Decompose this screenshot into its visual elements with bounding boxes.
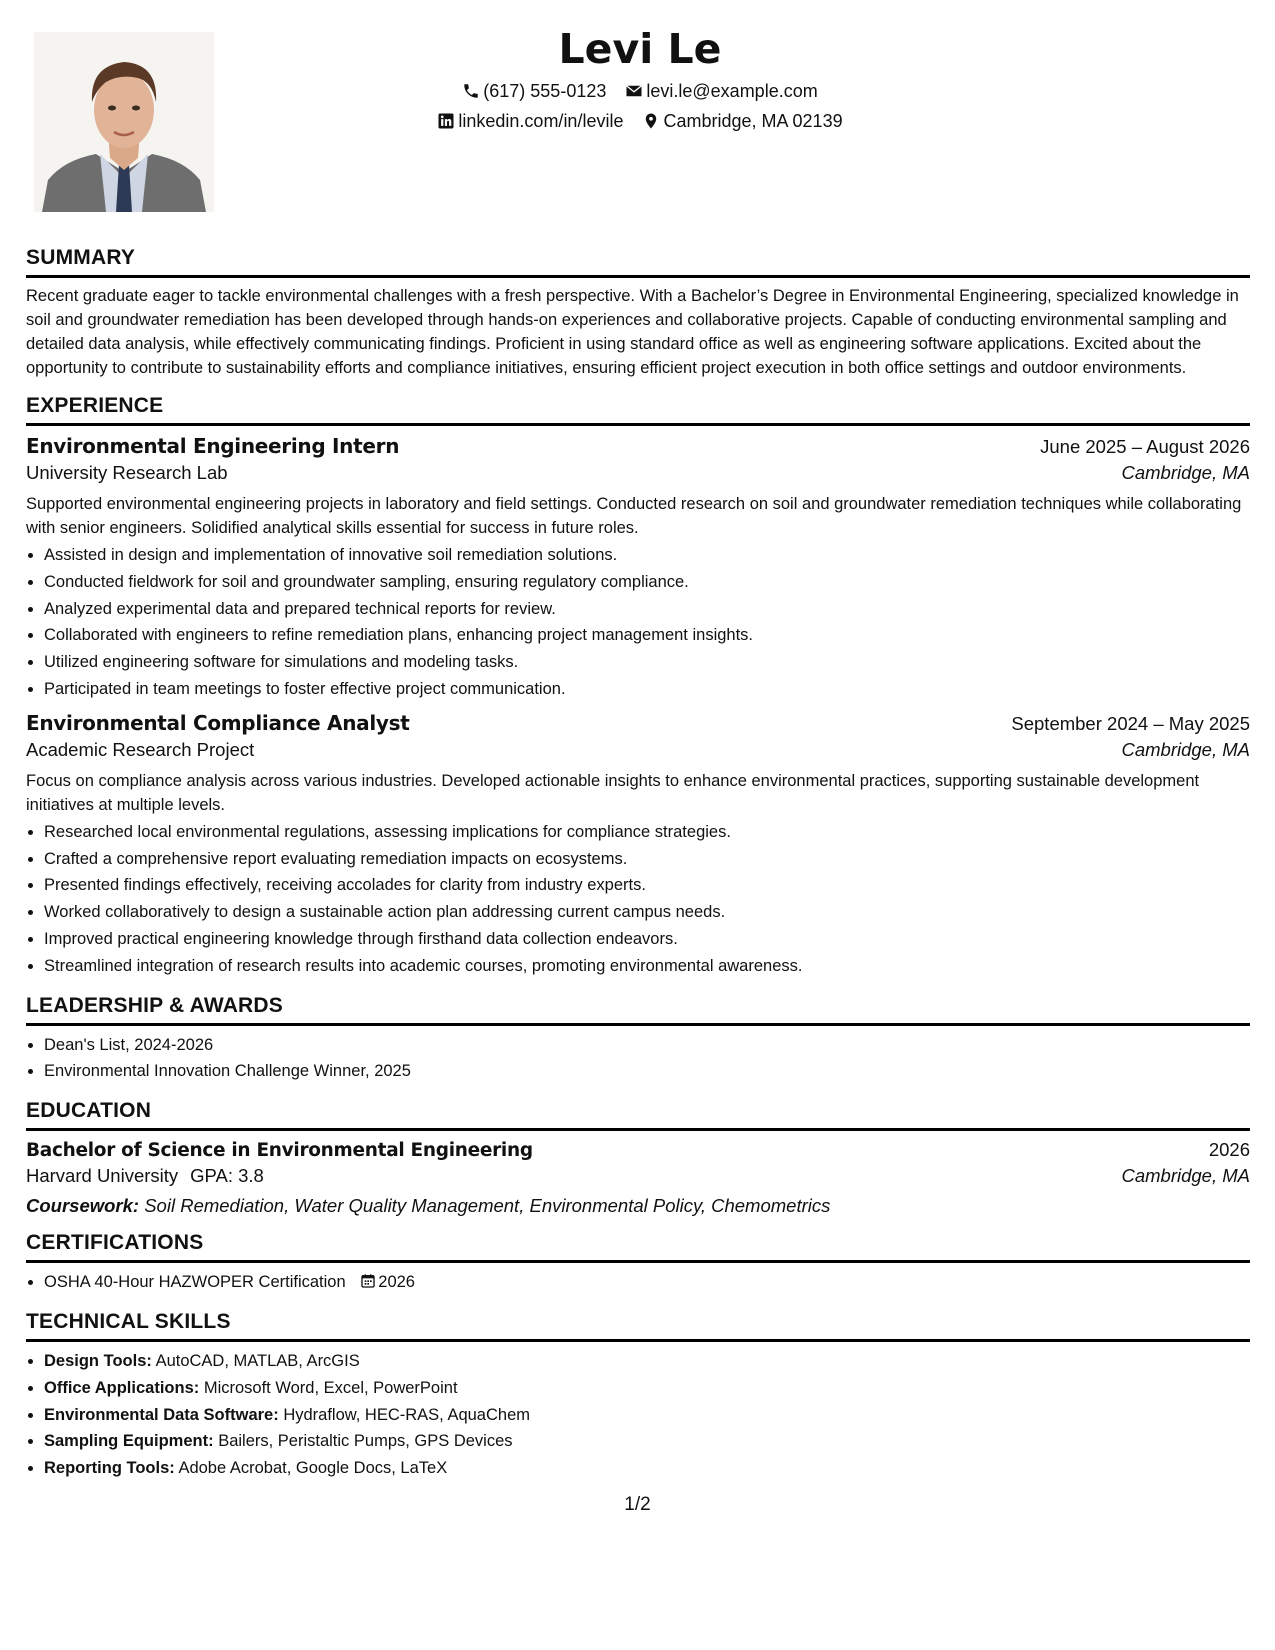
job-description: Supported environmental engineering projects in laboratory and field settings. Conducted research on soil and groundwater remediation techniques while collaborating with senior engineers. Solidified analytical skills essential for success in future roles. — [26, 495, 1242, 537]
section-title: EXPERIENCE — [26, 394, 1250, 426]
skill-value: Adobe Acrobat, Google Docs, LaTeX — [178, 1459, 448, 1478]
graduation-year: 2026 — [1208, 1139, 1250, 1161]
candidate-name: Levi Le — [558, 25, 722, 73]
list-item: • Improved practical engineering knowledge through firsthand data collection endeavors. — [44, 926, 1250, 953]
job-dates: June 2025 – August 2026 — [1040, 436, 1250, 457]
email-item — [625, 78, 817, 104]
phone-text: (617) 555-0123 — [483, 81, 607, 101]
job-entry — [26, 434, 1250, 703]
job-subheader — [26, 462, 1250, 484]
coursework-label: Coursework: — [26, 1195, 140, 1217]
phone-item — [462, 78, 606, 104]
job-title: Environmental Compliance Analyst — [26, 710, 410, 735]
skill-label: Reporting Tools: — [44, 1459, 175, 1478]
skill-label: Design Tools: — [44, 1351, 152, 1370]
skill-value: Bailers, Peristaltic Pumps, GPS Devices — [218, 1432, 513, 1451]
section-title: TECHNICAL SKILLS — [26, 1310, 1250, 1342]
contact-row-1 — [230, 78, 1050, 104]
education-subheader — [26, 1165, 1250, 1187]
calendar-icon — [350, 1273, 378, 1291]
list-item: • Researched local environmental regulations, assessing implications for compliance strategies. — [44, 819, 1250, 846]
list-item: • Environmental Innovation Challenge Winner, 2025 — [44, 1058, 1250, 1085]
job-bullets — [26, 819, 1250, 980]
school-location: Cambridge, MA — [1121, 1165, 1250, 1187]
education-header — [26, 1139, 1250, 1161]
resume-header — [230, 24, 1050, 134]
list-item — [44, 1269, 1250, 1296]
job-location: Cambridge, MA — [1121, 738, 1250, 760]
section-title: LEADERSHIP & AWARDS — [26, 994, 1250, 1026]
resume-body — [26, 246, 1250, 1496]
leadership-section — [26, 994, 1250, 1086]
job-header — [26, 434, 1250, 458]
list-item: • Crafted a comprehensive report evaluating remediation impacts on ecosystems. — [44, 846, 1250, 873]
job-entry — [26, 711, 1250, 980]
list-item — [44, 1348, 1250, 1375]
skill-label: Environmental Data Software: — [44, 1405, 279, 1424]
skills-list — [26, 1348, 1250, 1482]
skill-label: Office Applications: — [44, 1378, 200, 1397]
skill-value: Microsoft Word, Excel, PowerPoint — [203, 1378, 458, 1397]
list-item: • Analyzed experimental data and prepared technical reports for review. — [44, 596, 1250, 623]
list-item: • Presented findings effectively, receiving accolades for clarity from industry experts. — [44, 872, 1250, 899]
job-bullets — [26, 542, 1250, 703]
list-item: • Assisted in design and implementation of innovative soil remediation solutions. — [44, 542, 1250, 569]
list-item — [44, 1428, 1250, 1455]
linkedin-icon — [437, 112, 455, 130]
skills-section — [26, 1310, 1250, 1482]
degree-title: Bachelor of Science in Environmental Engineering — [26, 1140, 533, 1162]
list-item: • Collaborated with engineers to refine remediation plans, enhancing project management insights. — [44, 622, 1250, 649]
skill-value: AutoCAD, MATLAB, ArcGIS — [155, 1351, 360, 1370]
location-text: Cambridge, MA 02139 — [663, 111, 843, 131]
section-title: SUMMARY — [26, 246, 1250, 278]
list-item — [44, 1375, 1250, 1402]
coursework-line — [26, 1195, 1250, 1217]
list-item: • Dean's List, 2024-2026 — [44, 1032, 1250, 1059]
gpa: GPA: 3.8 — [190, 1165, 264, 1187]
list-item — [44, 1455, 1250, 1482]
list-item: • Utilized engineering software for simulations and modeling tasks. — [44, 649, 1250, 676]
summary-section — [26, 246, 1250, 380]
profile-photo-illustration — [34, 32, 214, 212]
envelope-icon — [625, 82, 643, 100]
summary-text: Recent graduate eager to tackle environmental challenges with a fresh perspective. With a Bachelor’s Degree in Environmental Engineering, specialized knowledge in soil and groundwater remediation has been developed through hands-on experiences and collaborative projects. Capable of conducting environmental sampling and detailed data analysis, while effectively communicating findings. Proficient in using standard office as well as engineering software applications. Excited about the opportunity to contribute to sustainability efforts and compliance initiatives, ensuring efficient project execution in both office settings and outdoor environments. — [26, 287, 1239, 377]
education-section — [26, 1099, 1250, 1217]
job-dates: September 2024 – May 2025 — [1011, 712, 1250, 734]
job-subheader — [26, 739, 1250, 761]
list-item: • Conducted fieldwork for soil and groundwater sampling, ensuring regulatory compliance. — [44, 569, 1250, 596]
experience-section — [26, 394, 1250, 980]
linkedin-item — [437, 108, 623, 134]
phone-icon — [462, 82, 480, 100]
school-and-gpa — [26, 1165, 264, 1187]
school-name: Harvard University — [26, 1165, 179, 1187]
coursework-list: Soil Remediation, Water Quality Management, Environmental Policy, Chemometrics — [144, 1195, 831, 1217]
job-org: Academic Research Project — [26, 738, 255, 760]
section-title: CERTIFICATIONS — [26, 1231, 1250, 1263]
job-title: Environmental Engineering Intern — [26, 434, 400, 458]
page-number: 1/2 — [624, 1494, 651, 1515]
job-org: University Research Lab — [26, 462, 228, 483]
contact-row-2 — [230, 108, 1050, 134]
email-text: levi.le@example.com — [646, 81, 818, 101]
job-header — [26, 711, 1250, 735]
certification-year: 2026 — [378, 1273, 415, 1292]
certifications-section — [26, 1231, 1250, 1296]
certification-name: OSHA 40-Hour HAZWOPER Certification — [44, 1273, 346, 1292]
skill-label: Sampling Equipment: — [44, 1432, 214, 1451]
list-item: • Streamlined integration of research results into academic courses, promoting environmental awareness. — [44, 953, 1250, 980]
leadership-list — [26, 1032, 1250, 1086]
certifications-list — [26, 1269, 1250, 1296]
list-item: • Worked collaboratively to design a sustainable action plan addressing current campus needs. — [44, 899, 1250, 926]
linkedin-text: linkedin.com/in/levile — [458, 111, 624, 131]
map-pin-icon — [642, 112, 660, 130]
job-description: Focus on compliance analysis across various industries. Developed actionable insights to enhance environmental practices, supporting sustainable development initiatives at multiple levels. — [26, 771, 1200, 814]
profile-photo — [34, 32, 214, 212]
job-location: Cambridge, MA — [1121, 462, 1250, 483]
section-title: EDUCATION — [26, 1099, 1250, 1131]
list-item — [44, 1402, 1250, 1429]
list-item: • Participated in team meetings to foster effective project communication. — [44, 676, 1250, 703]
skill-value: Hydraflow, HEC-RAS, AquaChem — [283, 1405, 530, 1424]
location-item — [642, 108, 842, 134]
